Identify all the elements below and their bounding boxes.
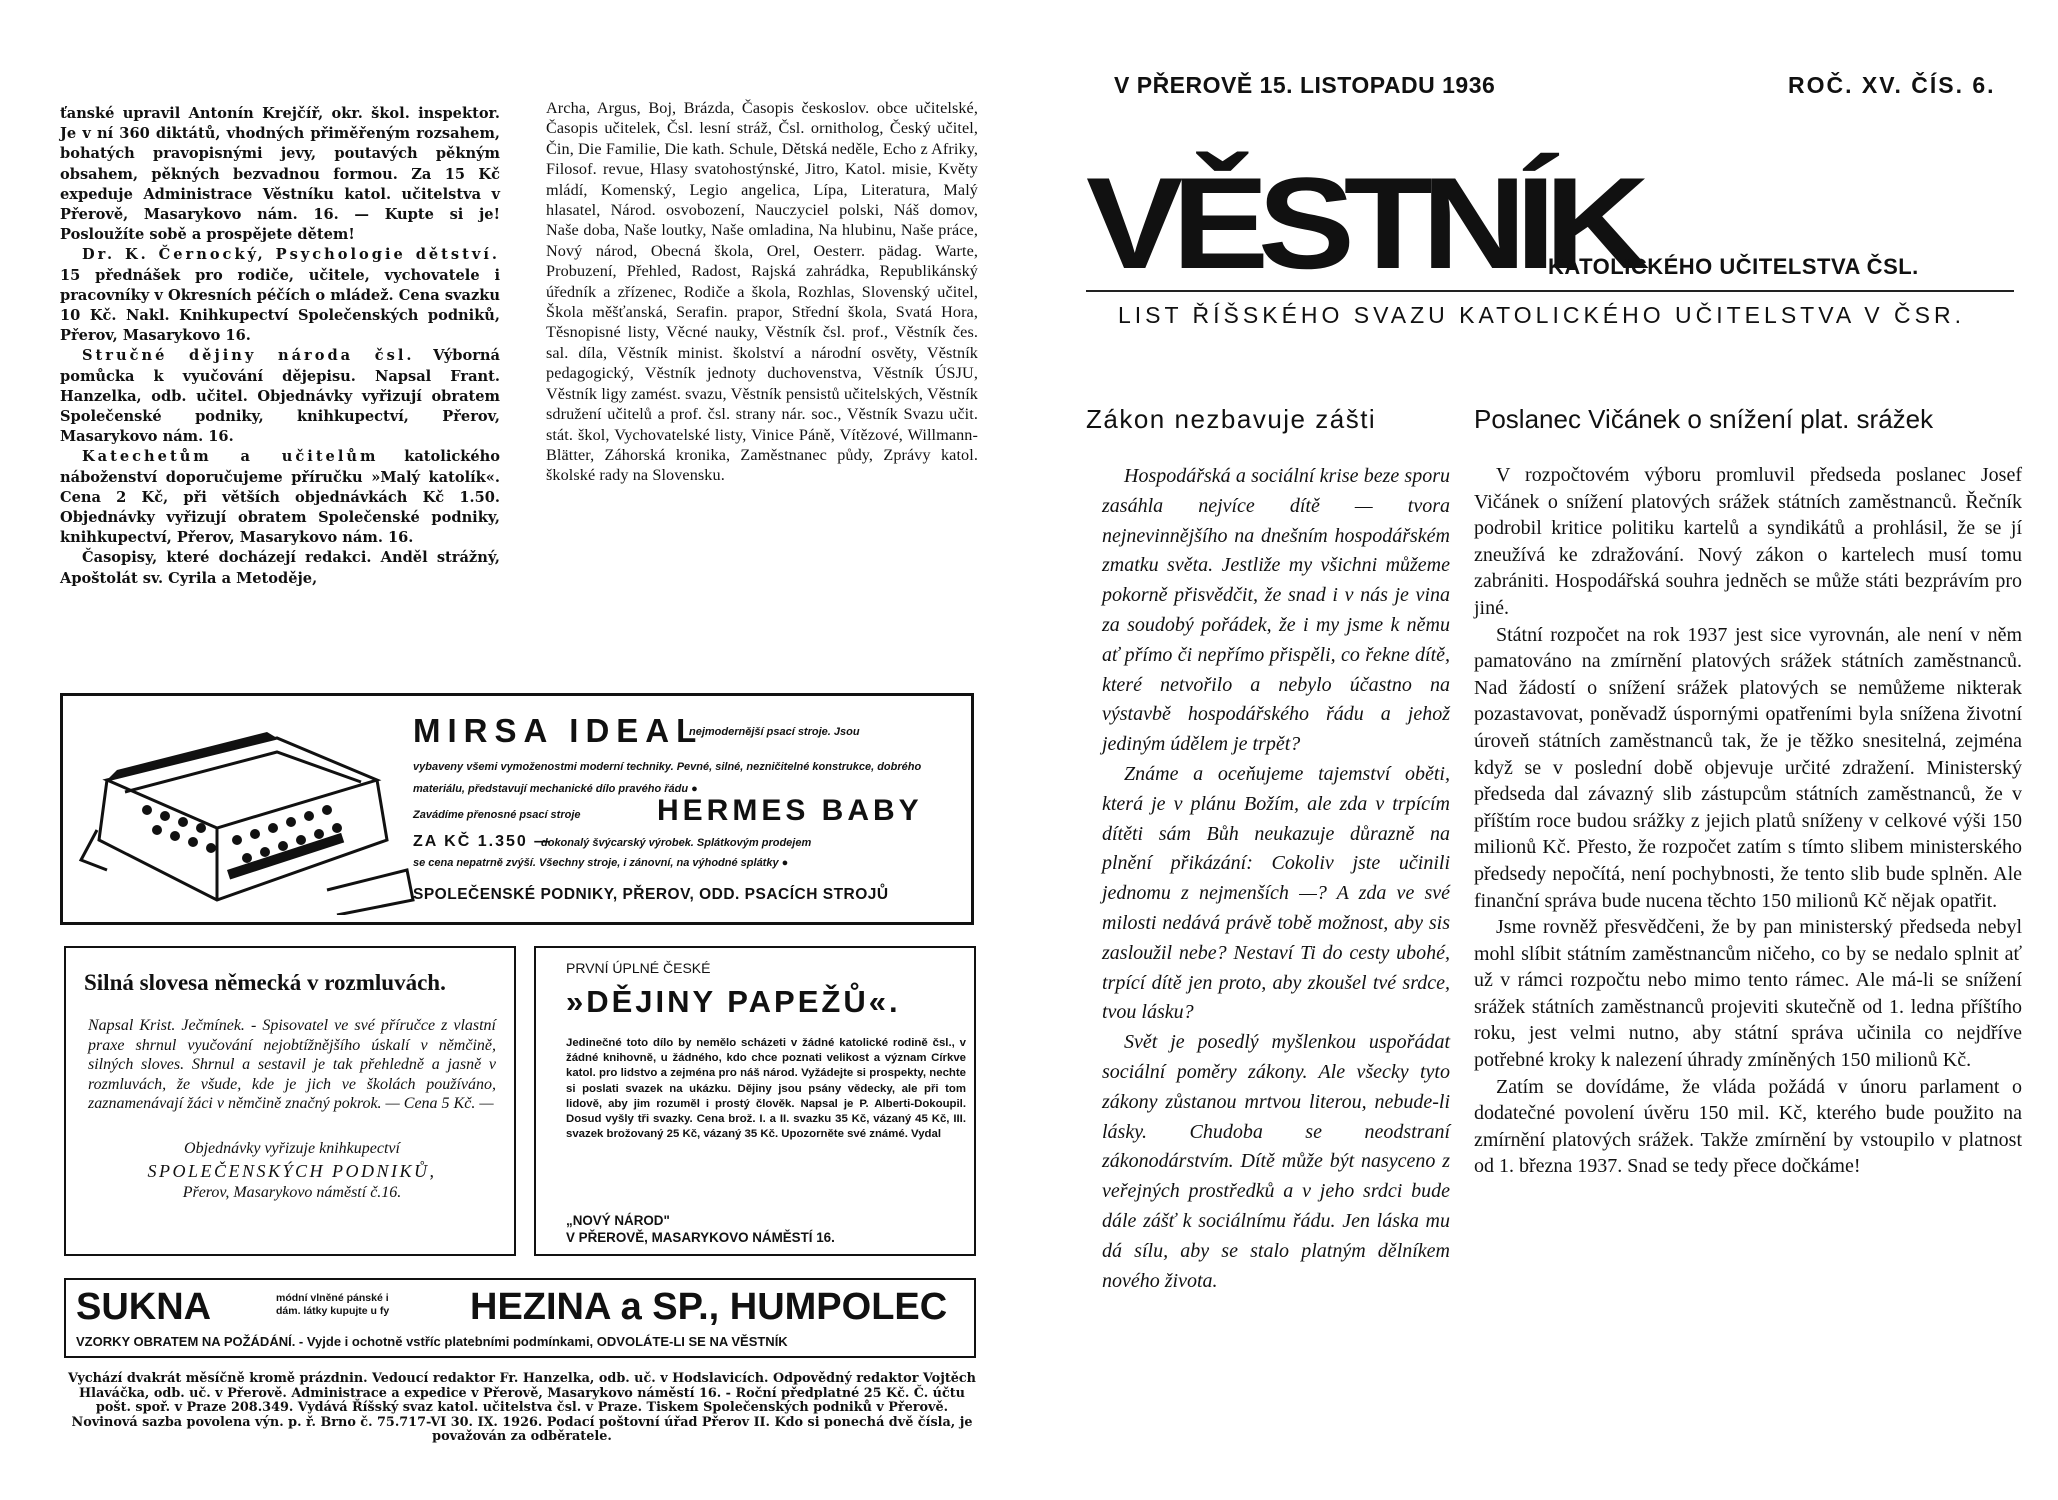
mirsa-tagline: nejmodernější psací stroje. Jsou (689, 726, 860, 738)
article-dictation-text: ťanské upravil Antonín Krejčíř, okr. škol. inspektor. Je v ní 360 diktátů, vhodných přiměřeným rozsahem, bohatých pravopisnými jevy, poutavých pěkným obsahem, pěkných bezvadnou formou. Za 15 Kč expeduje Administrace Věstníku katol. učitelstva v Přerově, Masarykovo nám. 16. — Kupte si je! Posloužíte sobě a prospějete dětem! (60, 105, 500, 244)
article1-paragraph: Svět je posedlý myšlenkou uspořádat sociální poměry zákony. Ale všecky tyto zákony zůstanou mrtvou literou, nebude-li lásky. Chudoba se neodstraní zákonodárstvím. Dítě může být nasyceno z veřejných prostředků a v jeho srdci bude dále zášť k sociálnímu řádu. Jen láska mu dá sílu, aby se stalo platným dělníkem nového života. (1102, 1031, 1450, 1292)
verbs-body: Napsal Krist. Ječmínek. - Spisovatel ve své příručce z vlastní praxe shrnul vyučování nejobtížnějšího úskalí v němčině, silných sloves. Shrnul a sestavil je tak přehledně a jasně v rozmluvách, že všude, kde je jich ve školách používáno, zaznamenávají žáci v němčině značný pokrok. — Cena 5 Kč. — (88, 1017, 496, 1113)
popes-kicker: PRVNÍ ÚPLNÉ ČESKÉ (566, 960, 711, 976)
article1-paragraph: Hospodářská a sociální krise beze sporu zasáhla nejvíce dítě — tvora nejnevinnějšího na dnešním hospodářském zmatku světa. Jestliže my všichni můžeme pokorně přisvědčit, že snad i v nás je vina za soudobý pořádek, že i my jsme k němu ať přímo či nepřímo přispěli, co řekne dítě, které netvořilo a nebylo účastno na výstavbě hospodářského řádu a jehož jediným údělem je trpět? (1102, 465, 1450, 756)
article-psychology (60, 245, 500, 346)
verbs-order-caps: SPOLEČENSKÝCH PODNIKŮ, (147, 1161, 437, 1181)
left-column-1 (60, 104, 500, 589)
article2-title: Poslanec Vičánek o snížení plat. srážek (1474, 404, 1934, 434)
article-history-title: Stručné dějiny národa čsl. (82, 347, 415, 365)
hermes-brand: HERMES BABY (657, 794, 923, 827)
masthead-subtitle: KATOLICKÉHO UČITELSTVA ČSL. (1548, 254, 1919, 279)
issue-date: V PŘEROVĚ 15. LISTOPADU 1936 (1114, 72, 1496, 98)
left-column-2 (546, 98, 978, 486)
ad-typewriters (60, 693, 974, 925)
publication-subtitle: LIST ŘÍŠSKÉHO SVAZU KATOLICKÉHO UČITELSTVA V ČSR. (1118, 302, 1965, 328)
hermes-description-2: se cena nepatrně zvýší. Všechny stroje, i zánovní, na výhodné splátky ● (413, 857, 789, 869)
popes-publisher (566, 1212, 835, 1246)
article2-paragraph: V rozpočtovém výboru promluvil předseda poslanec Josef Vičánek o snížení platových srážek státních zaměstnanců. Řečník podrobil kritice politiku kartelů a syndikátů a prohlásil, že se jí zneužívá ke zdražování. Nový zákon o kartelech musí tomu zabrániti. Hospodářská souhra jedněch se může státi bezprávím pro jiné. (1474, 464, 2022, 619)
popes-publisher-name: „NOVÝ NÁROD" (566, 1213, 670, 1228)
typewriter-illustration (77, 710, 417, 915)
sukna-small-text (276, 1292, 389, 1318)
verbs-title: Silná slovesa německá v rozmluvách. (84, 970, 446, 995)
hermes-intro: Zavádíme přenosné psací stroje (413, 809, 581, 821)
article-history-body: Výborná pomůcka k vyučování dějepisu. Napsal Frant. Hanzelka, odb. učitel. Objednávky vyřizují obratem Společenské podniky, knihkupectví, Přerov, Masarykovo nám. 16. (60, 347, 500, 446)
article-catechists-body: katolického náboženství doporučujeme příručku »Malý katolík«. Cena 2 Kč, při větších objednávkách Kč 1.50. Objednávky vyřizují obratem Společenské podniky, knihkupectví, Přerov, Masarykovo nám. 16. (60, 448, 500, 547)
sukna-firm: HEZINA a SP., HUMPOLEC (470, 1286, 948, 1328)
mirsa-description: vybaveny všemi vymoženostmi moderní techniky. Pevné, silné, nezničitelné konstrukce, dobrého materiálu, představují mechanické dílo pravého řádu ● (413, 761, 922, 795)
article1-title: Zákon nezbavuje zášti (1086, 404, 1377, 434)
ad-german-verbs (64, 946, 516, 1256)
verbs-order-line: Objednávky vyřizuje knihkupectví (184, 1140, 400, 1157)
sukna-word: SUKNA (76, 1286, 212, 1328)
popes-publisher-address: V PŘEROVĚ, MASARYKOVO NÁMĚSTÍ 16. (566, 1230, 835, 1245)
magazines-list: Archa, Argus, Boj, Brázda, Časopis českoslov. obce učitelské, Časopis učitelek, Čsl. lesní stráž, Čsl. ornitholog, Český učitel, Čin, Die Familie, Die kath. Schule, Dětská neděle, Echo z Afriky, Filosof. revue, Hlasy svatohostýnské, Jitro, Katol. misie, Květy mládí, Komenský, Legio angelica, Lípa, Literatura, Malý hlasatel, Národ. osvobození, Nauczyciel polski, Náš domov, Naše doba, Naše loutky, Naše omladina, Na hlubinu, Naše práce, Nový národ, Obecná škola, Orel, Oesterr. pädag. Warte, Probuzení, Přehled, Radost, Rajská zahrádka, Republikánský úředník a zřízenec, Rodiče a škola, Rozhlas, Slovenský učitel, Škola měšťanská, Serafin. prapor, Střední škola, Svatá Hora, Těsnopisné listy, Věcné nauky, Věstník čsl. prof., Věstník čes. sal. díla, Věstník minist. školství a národní osvěty, Věstník pedagogický, Věstník jednoty duchovenstva, Věstník ÚSJU, Věstník ligy zamést. svazu, Věstník pensistů učitelských, Věstník sdružení učitelů a prof. čsl. strany nár. soc., Věstník Svazu učit. stát. škol, Vychovatelské listy, Vinice Páně, Vítězové, Willmann-Blätter, Záhorská kronika, Zaměstnanec půdy, Zprávy katol. školské rady na Slovensku. (546, 99, 978, 485)
verbs-order-address: Přerov, Masarykovo náměstí č.16. (182, 1184, 402, 1201)
imprint: Vychází dvakrát měsíčně kromě prázdnin. Vedoucí redaktor Fr. Hanzelka, odb. uč. v Hodslavicích. Odpovědný redaktor Vojtěch Hlaváčka, odb. uč. v Přerově. Administrace a expedice v Přerově, Masarykovo náměstí 16. - Roční předplatné 25 Kč. Č. účtu pošt. spoř. v Praze 208.349. Vydává Říšský svaz katol. učitelstva čsl. v Praze. Tiskem Společenských podniků v Přerově. Novinová sazba povolena výn. p. ř. Brno č. 75.717-VI 30. IX. 1926. Podací poštovní úřad Přerov II. Kdo si ponechá dvě čísla, je považován za odběratele. (68, 1371, 976, 1445)
mirsa-company: SPOLEČENSKÉ PODNIKY, PŘEROV, ODD. PSACÍCH STROJŮ (413, 886, 889, 903)
article1-body (1102, 462, 1450, 1296)
popes-body: Jedinečné toto dílo by nemělo scházeti v žádné katolické rodině čsl., v žádné knihovně, u žádného, kdo chce poznati velikost a význam Církve katol. pro lidstvo a zejména pro náš národ. Vyžádejte si prospekty, nechte si poslati svazek na ukázku. Dějiny jsou psány vědecky, ale při tom lidově, aby jim rozuměl i prostý člověk. Napsal je P. Alberti-Dokoupil. Dosud vyšly tři svazky. Cena brož. I. a II. svazku 35 Kč, vázaný 45 Kč, III. svazek brožovaný 25 Kč, vázaný 35 Kč. Upozorněte své známé. Vydal (566, 1037, 966, 1141)
ad-cloth (64, 1278, 976, 1358)
article2-body (1474, 462, 2022, 1180)
masthead: VĚSTNÍK (1086, 150, 1639, 296)
article-psychology-body: 15 přednášek pro rodiče, učitele, vychovatele i pracovníky v Okresních péčích o mládež. Cena svazku 10 Kč. Nakl. Knihkupectví Společenských podniků, Přerov, Masarykovo 16. (60, 266, 500, 345)
mirsa-brand: MIRSA IDEAL (413, 712, 704, 749)
article1-paragraph: Známe a oceňujeme tajemství oběti, která je v plánu Božím, ale zda v trpícím dítěti sám Bůh neukazuje důrazně na plnění přikázání: Cokoliv jste učinili jednomu z nejmenších —? A zda ve své milosti nedává právě tobě možnost, aby sis zasloužil nebe? Nestaví Ti do cesty ubohé, trpící dítě jen proto, aby zkoušel tvé srdce, tvou lásku? (1102, 762, 1450, 1024)
issue-volume: ROČ. XV. ČÍS. 6. (1788, 72, 1996, 98)
hermes-description-1: dokonalý švýcarský výrobek. Splátkovým prodejem (541, 837, 812, 849)
article2-paragraph: Jsme rovněž přesvědčeni, že by pan ministerský předseda nebyl mohl slíbit státním zaměstnancům ničeho, co by se nedalo splnit ať už v rámci rozpočtu nebo mimo tento rámec. Ale má-li se snížení srážek státních zaměstnanců projeviti skutečně od 1. ledna příštího roku, jest velmi nutno, aby státní správa učinila co nejdříve potřebné kroky k nalezení úhrady zmíněných 150 milionů Kč. (1474, 916, 2022, 1072)
sukna-small-line-1: módní vlněné pánské i (276, 1292, 389, 1304)
masthead-rule (1086, 290, 2014, 292)
article2-paragraph: Zatím se dovídáme, že vláda požádá v únoru parlament o dodatečné povolení úvěru 150 mil. Kč, kterého bude použito na zmírnění platových srážek. Takže zmírnění by vstoupilo v platnost od 1. března 1937. Snad se tedy přece dočkáme! (1474, 1075, 2022, 1178)
article-psychology-title: Dr. K. Černocký, Psychologie dětství. (82, 246, 500, 264)
sukna-note: VZORKY OBRATEM NA POŽÁDÁNÍ. - Vyjde i ochotně vstříc platebními podmínkami, ODVOLÁTE-LI SE NA VĚSTNÍK (76, 1334, 788, 1349)
popes-title: »DĚJINY PAPEŽŮ«. (566, 984, 901, 1019)
article-catechists-title: Katechetům a učitelům (82, 448, 379, 466)
verbs-order (88, 1138, 496, 1204)
article-history (60, 346, 500, 447)
ad-history-of-popes (534, 946, 976, 1256)
article2-paragraph: Státní rozpočet na rok 1937 jest sice vyrovnán, ale není v něm pamatováno na zmírnění platových srážek státních zaměstnanců. Nad žádostí o snížení srážek platových se nemůžeme nikterak pozastavovat, poněvadž úspornými opatřeními byla snížena životní úroveň státních zaměstnanců tak, že je těžko snesitelná, zejména když se v poslední době objevuje určité zdražení. Ministerský předseda dal závazný slib zástupcům státních zaměstnanců, že v příštím roce budou srážky z jejich platů sníženy v celkové výši 150 milionů Kč. Přesto, že rozpočet zatím s tímto slibem ministerského předsedy nepočítá, není pochybnosti, že tento slib bude splněn. Ale finanční správa bude nucena těchto 150 milionů Kč nějak opatřit. (1474, 623, 2022, 912)
sukna-small-line-2: dám. látky kupujte u fy (276, 1305, 390, 1317)
hermes-price: ZA KČ 1.350 — (413, 833, 553, 850)
article-magazines-start: Časopisy, které docházejí redakci. Anděl strážný, Apoštolát sv. Cyrila a Metoděje, (60, 549, 500, 587)
article-catechists (60, 447, 500, 548)
